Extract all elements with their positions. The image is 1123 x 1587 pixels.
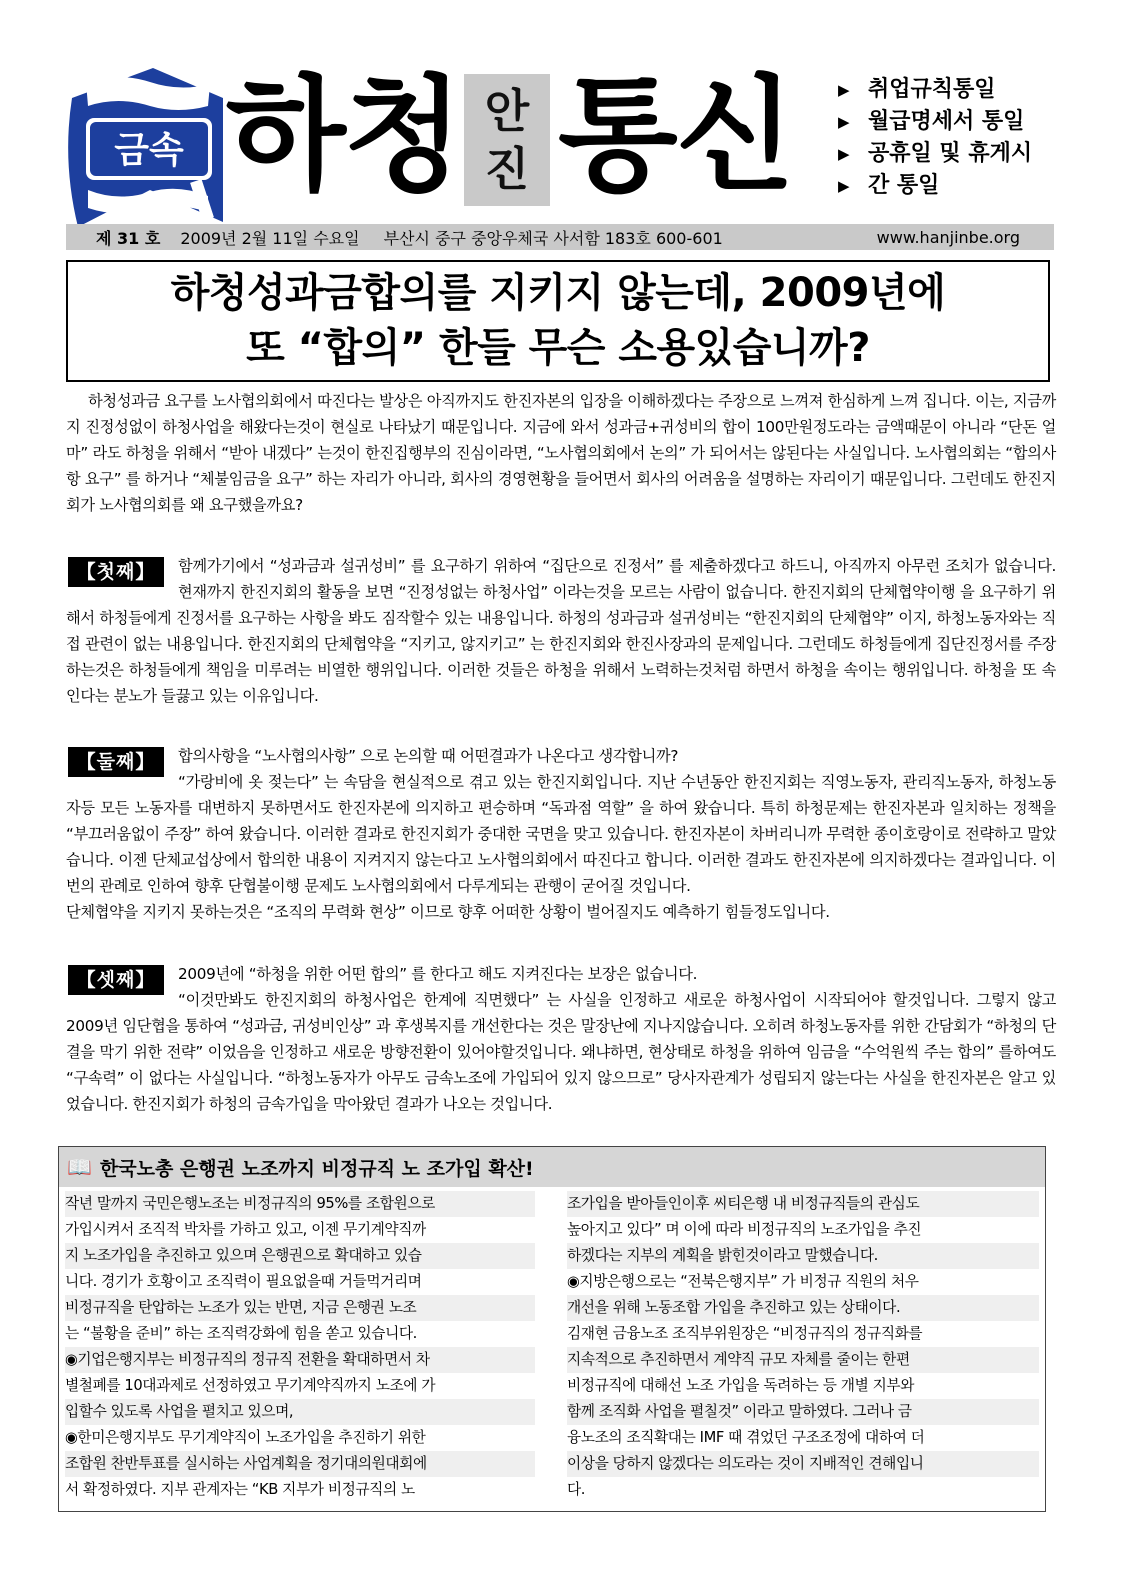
news-right-line: 하겠다는 지부의 계획을 밝힌것이라고 말했습니다. [567, 1243, 1039, 1269]
news-left-line: 지 노조가입을 추진하고 있으며 은행권으로 확대하고 있습 [65, 1243, 535, 1269]
news-right-line: 김재현 금융노조 조직부위원장은 “비정규직의 정규직화를 [567, 1325, 923, 1342]
news-right-line: 높아지고 있다” 며 이에 따라 비정규직의 노조가입을 추진 [567, 1221, 922, 1238]
website-link[interactable]: www.hanjinbe.org [876, 227, 1020, 247]
headline-line-1: 하청성과금합의를 지키지 않는데, 2009년에 [170, 270, 946, 316]
section-second-paragraph-1: 합의사항을 “노사협의사항” 으로 논의할 때 어떤결과가 나온다고 생각합니까? [178, 747, 679, 765]
news-left-line: 별철폐를 10대과제로 선정하였고 무기계약직까지 노조에 가 [65, 1377, 436, 1394]
masthead-bullet-3: ▶ 공휴일 및 휴게시 [836, 138, 1066, 170]
section-second-paragraph-3: 단체협약을 지키지 못하는것은 “조직의 무력화 현상” 이므로 향후 어떠한 상황이 벌어질지도 예측하기 힘들정도입니다. [66, 903, 830, 921]
logo-text: 금속 [114, 130, 184, 171]
section-third [66, 961, 1056, 1117]
section-third-paragraph-1: 2009년에 “하청을 위한 어떤 합의” 를 한다고 해도 지켜진다는 보장은 없습니다. [178, 965, 698, 983]
news-left-line: 서 확정하였다. 지부 관계자는 “KB 지부가 비정규직의 노 [65, 1481, 415, 1498]
issue-number: 제 31 호 [96, 228, 161, 248]
masthead-title-right: 통신 [558, 64, 794, 208]
news-right-line: 다. [567, 1481, 586, 1498]
intro-paragraph: 하청성과금 요구를 노사협의회에서 따진다는 발상은 아직까지도 한진자본의 입장을 이해하겠다는 주장으로 느껴져 한심하게 느껴 집니다. 이는, 지금까지 진정성없이 하청사업을 해왔다는것이 현실로 나타났기 때문입니다. 지금에 와서 성과금+귀성비의 합이 100만원정도라는 금액때문이 아니라 “단돈 얼마” 라도 하청을 위해서 “받아 내겠다” 는것이 한진집행부의 진심이라면, “노사협의회에서 논의” 가 되어서는 않된다는 사실입니다. 노사협의회는 “합의사항 요구” 를 하거나 “체불임금을 요구” 하는 자리가 아니라, 회사의 경영현황을 들어면서 회사의 어려움을 설명하는 자리이기 때문입니다. 그런데도 한진지회가 노사협의회를 왜 요구했을까요? [66, 392, 1056, 514]
issue-info-bar [66, 224, 1054, 250]
union-logo [58, 62, 228, 242]
headline-line-2: 또 “합의” 한들 무슨 소용있습니까? [246, 325, 870, 371]
section-first-paragraph: 함께가기에서 “성과금과 설귀성비” 를 요구하기 위하여 “집단으로 진정서” 를 제출하겠다고 하드니, 아직까지 아무런 조치가 없습니다. 현재까지 한진지회의 활동을 보면 “진정성없는 하청사업” 이라는것을 모르는 사람이 없습니다. 한진지회의 단체협약이행 을 요구하기 위해서 하청들에게 진정서를 요구하는 사항을 봐도 짐작할수 있는 내용입니다. 하청의 성과금과 설귀성비는 “한진지회의 단체협약” 이지, 하청노동자와는 직접 관련이 없는 내용입니다. 한진지회의 단체협약을 “지키고, 않지키고” 는 한진지회와 한진사장과의 문제입니다. 그런데도 하청들에게 집단진정서를 주장하는것은 하청들에게 책임을 미루려는 비열한 행위입니다. 이러한 것들은 하청을 위해서 노력하는것처럼 하면서 하청을 속이는 행위입니다. 하청을 또 속인다는 분노가 들끓고 있는 이유입니다. [66, 557, 1056, 705]
masthead-title-left: 하청 [226, 64, 462, 208]
news-right-line: ◉지방은행으로는 “전북은행지부” 가 비정규 직원의 처우 [567, 1273, 919, 1290]
news-box-right-column [567, 1191, 1039, 1509]
section-third-paragraph-2: “이것만봐도 한진지회의 하청사업은 한계에 직면했다” 는 사실을 인정하고 새로운 하청사업이 시작되어야 할것입니다. 그렇지 않고 2009년 임단협을 통하여 “성과금, 귀성비인상” 과 후생복지를 개선한다는 것은 말장난에 지나지않습니다. 오히려 하청노동자를 위한 간담회가 “하청의 단결을 막기 위한 전략” 이었음을 인정하고 새로운 방향전환이 있어야할것입니다. 왜냐하면, 현상태로 하청을 위하여 임금을 “수억원씩 주는 합의” 를하여도 “구속력” 이 없다는 사실입니다. “하청노동자가 아무도 금속노조에 가입되어 있지 않으므로” 당사자관계가 성립되지 않는다는 사실을 한진자본은 알고 있었습니다. 한진지회가 하청의 금속가입을 막아왔던 결과가 나오는 것입니다. [66, 991, 1056, 1113]
news-left-line: ◉한미은행지부도 무기계약직이 노조가입을 추진하기 위한 [65, 1429, 426, 1446]
news-left-line: 니다. 경기가 호황이고 조직력이 필요없을때 거들먹거리며 [65, 1273, 422, 1290]
section-label-second: 【둘째】 [68, 747, 164, 777]
news-right-line: 이상을 당하지 않겠다는 의도라는 것이 지배적인 견해입니 [567, 1451, 1039, 1477]
news-left-line: 입할수 있도록 사업을 펼치고 있으며, [65, 1399, 535, 1425]
news-left-line: 조합원 찬반투표를 실시하는 사업계획을 정기대의원대회에 [65, 1451, 535, 1477]
section-second-paragraph-2: “가랑비에 옷 젖는다” 는 속담을 현실적으로 겪고 있는 한진지회입니다. 지난 수년동안 한진지회는 직영노동자, 관리직노동자, 하청노동자등 모든 노동자를 대변하지 못하면서도 한진자본에 의지하고 편승하며 “독과점 역할” 을 하여 왔습니다. 특히 하청문제는 한진자본과 일치하는 정책을 “부끄러움없이 주장” 하여 왔습니다. 이러한 결과로 한진지회가 중대한 국면을 맞고 있습니다. 한진자본이 차버리니까 무력한 종이호랑이로 전략하고 말았습니다. 이젠 단체교섭상에서 합의한 내용이 지켜지지 않는다고 노사협의회에서 따진다고 합니다. 이러한 결과도 한진자본에 의지하겠다는 결과입니다. 이번의 관례로 인하여 향후 단협불이행 문제도 노사협의회에서 다루게되는 관행이 굳어질 것입니다. [66, 773, 1056, 895]
book-icon: 📖 [67, 1155, 92, 1179]
masthead-bullet-list [836, 74, 1066, 202]
news-box-header [59, 1147, 1045, 1187]
section-first [66, 553, 1056, 709]
masthead-box-char-1: 안 [484, 84, 530, 138]
masthead-bullet-4: ▶ 간 통일 [836, 170, 1066, 202]
masthead-bullet-1: ▶ 취업규칙통일 [836, 74, 1066, 106]
news-right-line: 비정규직에 대해선 노조 가입을 독려하는 등 개별 지부와 [567, 1377, 915, 1394]
news-box-left-column [65, 1191, 535, 1509]
news-left-line: ◉기업은행지부는 비정규직의 정규직 전환을 확대하면서 차 [65, 1347, 535, 1373]
headline-box [66, 260, 1050, 382]
news-box-title: 한국노총 은행권 노조까지 비정규직 노 조가입 확산! [99, 1157, 534, 1180]
news-right-line: 지속적으로 추진하면서 계약직 규모 자체를 줄이는 한편 [567, 1347, 1039, 1373]
issue-date: 2009년 2월 11일 수요일 [180, 228, 360, 248]
news-left-line: 작년 말까지 국민은행노조는 비정규직의 95%를 조합원으로 [65, 1191, 535, 1217]
news-right-line: 함께 조직화 사업을 펼칠것” 이라고 말하였다. 그러나 금 [567, 1399, 1039, 1425]
masthead-title-box [464, 74, 550, 206]
news-left-line: 는 “불황을 준비” 하는 조직력강화에 힘을 쏟고 있습니다. [65, 1325, 417, 1342]
news-box [58, 1146, 1046, 1512]
masthead-box-char-2: 진 [484, 142, 530, 196]
news-left-line: 가입시켜서 조직적 박차를 가하고 있고, 이젠 무기계약직까 [65, 1221, 426, 1238]
section-second [66, 743, 1056, 925]
section-label-third: 【셋째】 [68, 965, 164, 995]
masthead-bullet-2: ▶ 월급명세서 통일 [836, 106, 1066, 138]
news-right-line: 개선을 위해 노동조합 가입을 추진하고 있는 상태이다. [567, 1295, 1039, 1321]
news-right-line: 융노조의 조직확대는 IMF 때 겪었던 구조조정에 대하여 더 [567, 1429, 925, 1446]
section-label-first: 【첫째】 [68, 557, 164, 587]
news-right-line: 조가입을 받아들인이후 씨티은행 내 비정규직들의 관심도 [567, 1191, 1039, 1217]
news-left-line: 비정규직을 탄압하는 노조가 있는 반면, 지금 은행권 노조 [65, 1295, 535, 1321]
postal-address: 부산시 중구 중앙우체국 사서함 183호 600-601 [383, 228, 723, 248]
